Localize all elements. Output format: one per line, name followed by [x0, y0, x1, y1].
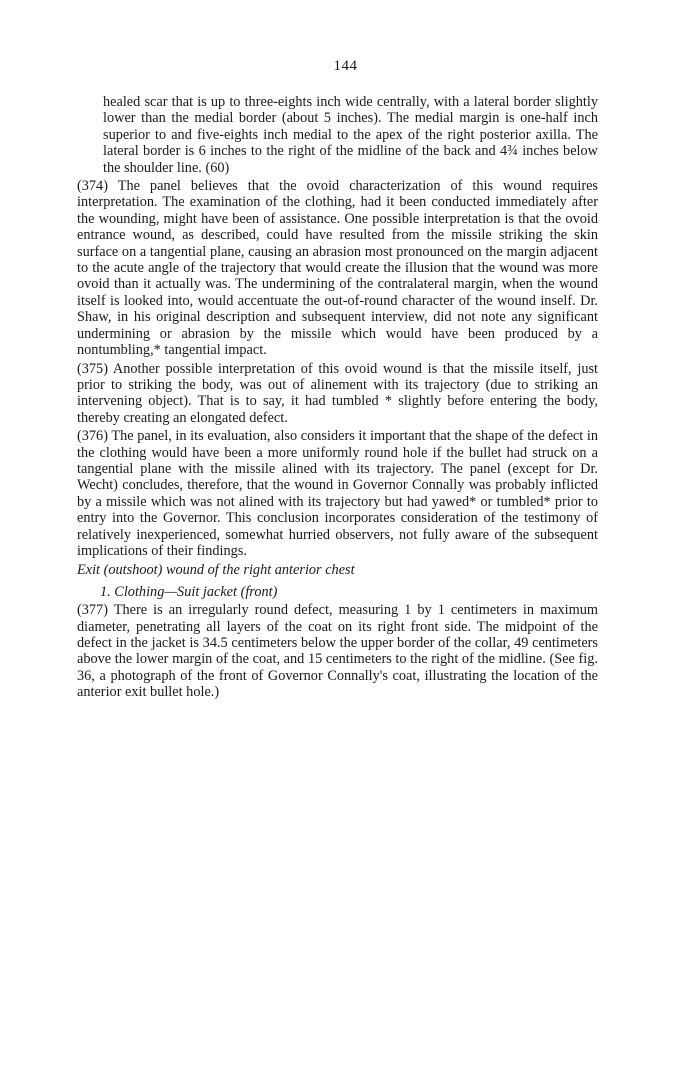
- paragraph-374: (374) The panel believes that the ovoid characterization of this wound requires interpretation. The examination of the clothing, had it been conducted immediately after the wounding, might have been of assistance. One possible interpretation is that the ovoid entrance wound, as described, could have resulted from the missile striking the skin surface on a tangential plane, causing an abrasion most pronounced on the margin adjacent to the acute angle of the trajectory that would create the illusion that the wound was more ovoid than it actually was. The undermining of the contralateral margin, when the wound itself is looked into, would accentuate the out-of-round character of the wound inself. Dr. Shaw, in his original description and subsequent interview, did not note any significant undermining or abrasion by the missile which would have been produced by a nontumbling,* tangential impact.: [77, 178, 598, 359]
- subsection-heading: 1. Clothing—Suit jacket (front): [100, 583, 278, 600]
- paragraph-continued: healed scar that is up to three-eights inch wide centrally, with a lateral border slightly lower than the medial border (about 5 inches). The medial margin is one-half inch superior to and five-eights inch medial to the apex of the right posterior axilla. The lateral border is 6 inches to the right of the midline of the back and 4¾ inches below the shoulder line. (60): [103, 94, 598, 176]
- paragraph-377: (377) There is an irregularly round defect, measuring 1 by 1 centimeters in maximum diameter, penetrating all layers of the coat on its right front side. The midpoint of the defect in the jacket is 34.5 centimeters below the upper border of the collar, 49 centimeters above the lower margin of the coat, and 15 centimeters to the right of the midline. (See fig. 36, a photograph of the front of Governor Connally's coat, illustrating the location of the anterior exit bullet hole.): [77, 602, 598, 701]
- body-text: [77, 94, 598, 703]
- page-number: 144: [333, 58, 358, 74]
- paragraph-375: (375) Another possible interpretation of this ovoid wound is that the missile itself, just prior to striking the body, was out of alinement with its trajectory (due to striking an intervening object). That is to say, it had tumbled * slightly before entering the body, thereby creating an elongated defect.: [77, 360, 598, 426]
- paragraph-376: (376) The panel, in its evaluation, also considers it important that the shape of the defect in the clothing would have been a more uniformly round hole if the bullet had struck on a tangential plane with the missile alined with its trajectory. The panel (except for Dr. Wecht) concludes, therefore, that the wound in Governor Connally was probably inflicted by a missile which was not alined with its trajectory but had yawed* or tumbled* prior to entry into the Governor. This conclusion incorporates consideration of the testimony of relatively inexperienced, somewhat hurried observers, not fully aware of the subsequent implications of their findings.: [77, 428, 598, 559]
- section-heading: Exit (outshoot) wound of the right anterior chest: [77, 562, 355, 579]
